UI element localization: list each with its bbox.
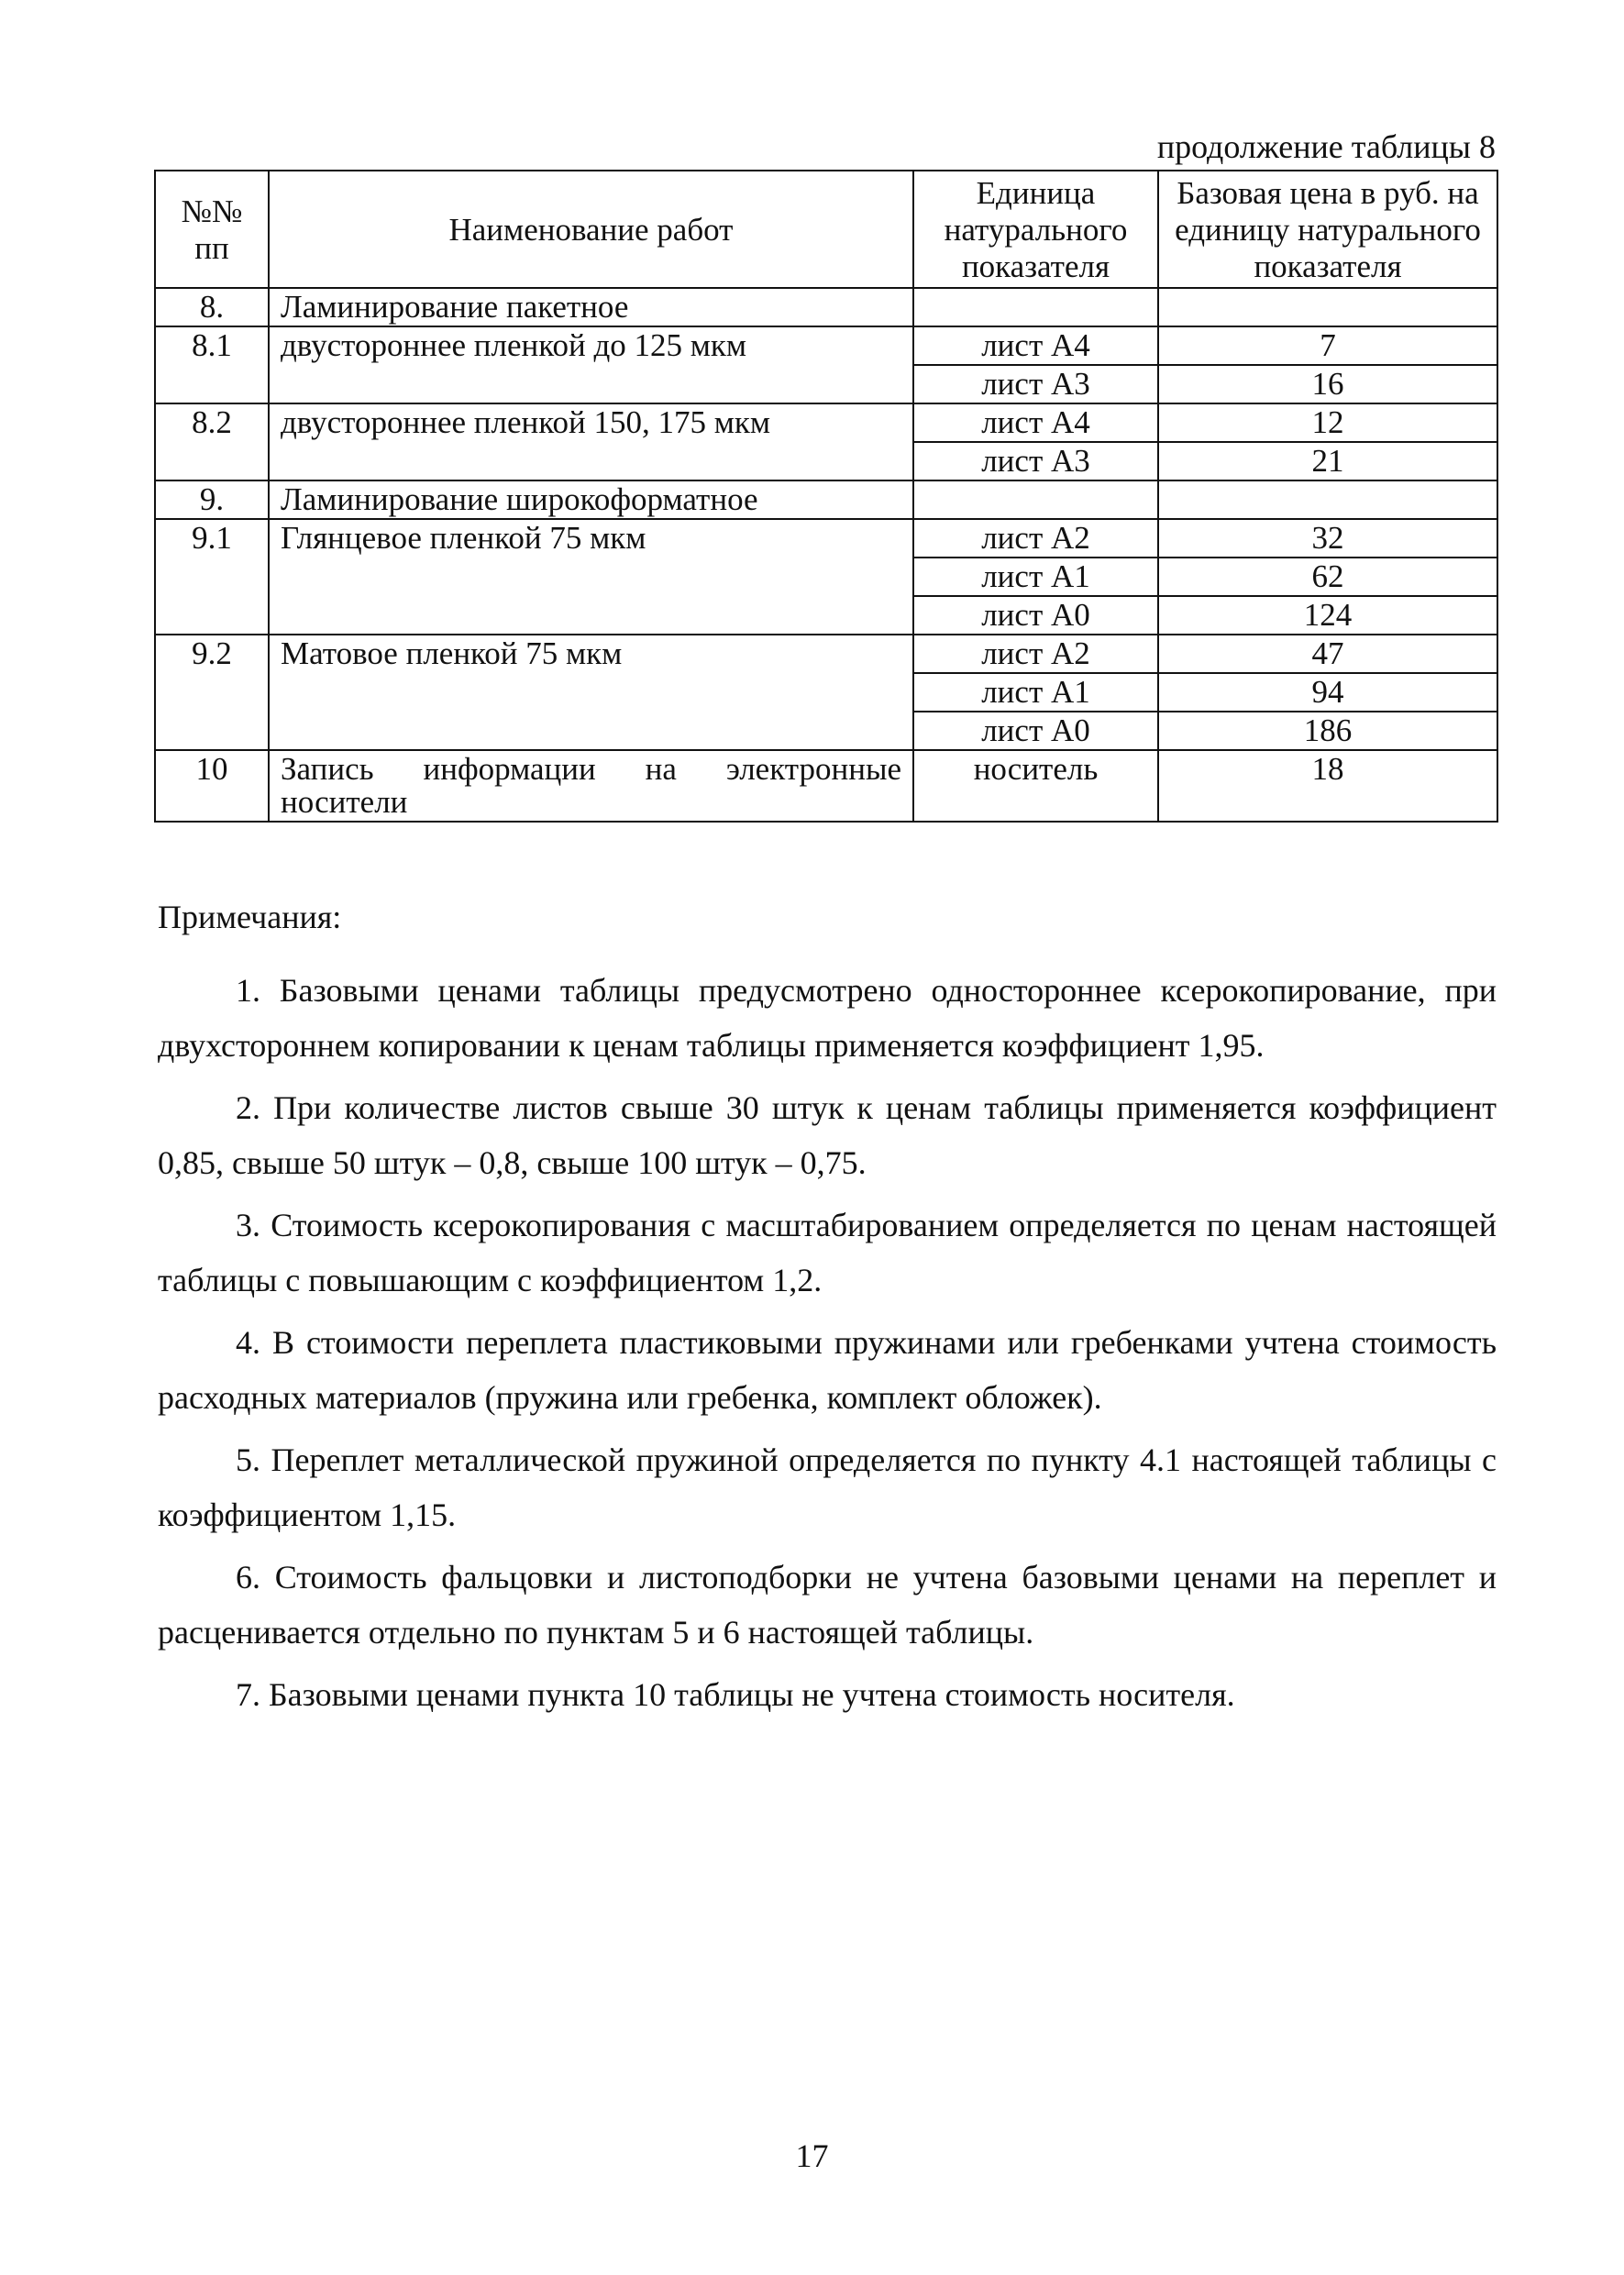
table-caption: продолжение таблицы 8 bbox=[1156, 128, 1496, 165]
cell-name: Ламинирование пакетное bbox=[269, 288, 913, 326]
cell-num: 9. bbox=[155, 480, 269, 519]
cell-price: 18 bbox=[1158, 750, 1497, 822]
cell-num: 8.2 bbox=[155, 403, 269, 480]
note-item: 3. Стоимость ксерокопирования с масштабированием определяется по ценам настоящей таблицы с повышающим с коэффициентом 1,2. bbox=[158, 1207, 1497, 1298]
table-row bbox=[155, 403, 1497, 442]
table-header-row bbox=[155, 171, 1497, 288]
cell-unit bbox=[913, 480, 1158, 519]
notes-title: Примечания: bbox=[158, 899, 342, 935]
cell-unit: лист А4 bbox=[913, 403, 1158, 442]
note-item: 5. Переплет металлической пружиной определяется по пункту 4.1 настоящей таблицы с коэффициентом 1,15. bbox=[158, 1441, 1497, 1533]
cell-price: 62 bbox=[1158, 558, 1497, 596]
notes-section bbox=[158, 889, 1497, 1729]
cell-unit: лист А3 bbox=[913, 365, 1158, 403]
note-item: 1. Базовыми ценами таблицы предусмотрено одностороннее ксерокопирование, при двухстороннем копировании к ценам таблицы применяется коэффициент 1,95. bbox=[158, 972, 1497, 1064]
cell-unit: лист А1 bbox=[913, 558, 1158, 596]
header-num: №№ пп bbox=[155, 171, 269, 288]
cell-num: 9.1 bbox=[155, 519, 269, 635]
header-price: Базовая цена в руб. на единицу натурального показателя bbox=[1158, 171, 1497, 288]
cell-price: 7 bbox=[1158, 326, 1497, 365]
cell-unit: лист А2 bbox=[913, 635, 1158, 673]
cell-num: 9.2 bbox=[155, 635, 269, 750]
note-item: 4. В стоимости переплета пластиковыми пружинами или гребенками учтена стоимость расходных материалов (пружина или гребенка, комплект обложек). bbox=[158, 1324, 1497, 1416]
table-row bbox=[155, 519, 1497, 558]
note-item: 6. Стоимость фальцовки и листоподборки не учтена базовыми ценами на переплет и расценивается отдельно по пунктам 5 и 6 настоящей таблицы. bbox=[158, 1559, 1497, 1651]
cell-price bbox=[1158, 480, 1497, 519]
cell-price: 32 bbox=[1158, 519, 1497, 558]
cell-name: Глянцевое пленкой 75 мкм bbox=[269, 519, 913, 635]
cell-unit bbox=[913, 288, 1158, 326]
table-row bbox=[155, 750, 1497, 822]
note-item: 2. При количестве листов свыше 30 штук к ценам таблицы применяется коэффициент 0,85, свыше 50 штук – 0,8, свыше 100 штук – 0,75. bbox=[158, 1089, 1497, 1181]
cell-price: 186 bbox=[1158, 712, 1497, 750]
price-table bbox=[154, 170, 1498, 823]
cell-unit: лист А3 bbox=[913, 442, 1158, 480]
cell-price: 16 bbox=[1158, 365, 1497, 403]
cell-price: 124 bbox=[1158, 596, 1497, 635]
cell-unit: лист А2 bbox=[913, 519, 1158, 558]
cell-unit: лист А0 bbox=[913, 712, 1158, 750]
cell-name: Матовое пленкой 75 мкм bbox=[269, 635, 913, 750]
cell-unit: лист А4 bbox=[913, 326, 1158, 365]
table-row bbox=[155, 326, 1497, 365]
cell-price bbox=[1158, 288, 1497, 326]
cell-price: 12 bbox=[1158, 403, 1497, 442]
note-item: 7. Базовыми ценами пункта 10 таблицы не учтена стоимость носителя. bbox=[236, 1676, 1235, 1713]
cell-name: двустороннее пленкой 150, 175 мкм bbox=[269, 403, 913, 480]
header-unit: Единица натурального показателя bbox=[913, 171, 1158, 288]
cell-price: 94 bbox=[1158, 673, 1497, 712]
table-row bbox=[155, 480, 1497, 519]
cell-name: двустороннее пленкой до 125 мкм bbox=[269, 326, 913, 403]
page-number: 17 bbox=[795, 2137, 829, 2174]
cell-price: 21 bbox=[1158, 442, 1497, 480]
cell-num: 8. bbox=[155, 288, 269, 326]
cell-price: 47 bbox=[1158, 635, 1497, 673]
cell-name: Запись информации на электронные носители bbox=[269, 750, 913, 822]
cell-unit: носитель bbox=[913, 750, 1158, 822]
cell-num: 8.1 bbox=[155, 326, 269, 403]
table-row bbox=[155, 288, 1497, 326]
cell-unit: лист А0 bbox=[913, 596, 1158, 635]
cell-unit: лист А1 bbox=[913, 673, 1158, 712]
table-row bbox=[155, 635, 1497, 673]
cell-name: Ламинирование широкоформатное bbox=[269, 480, 913, 519]
cell-num: 10 bbox=[155, 750, 269, 822]
header-name: Наименование работ bbox=[269, 171, 913, 288]
